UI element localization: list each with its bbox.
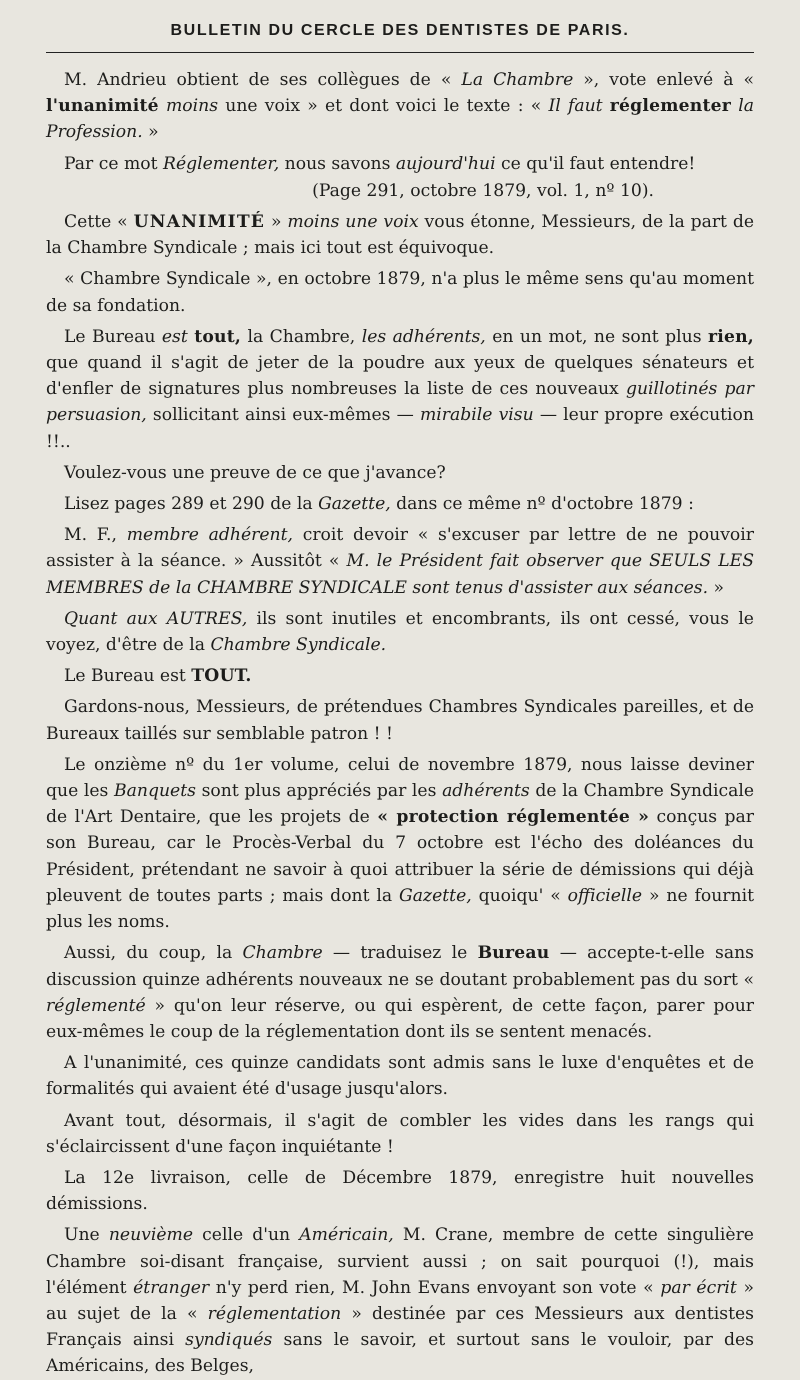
- text: Gazette,: [399, 885, 472, 906]
- text: Il faut: [548, 96, 603, 117]
- paragraph-13: [46, 940, 754, 1045]
- text: M. F.,: [64, 525, 127, 546]
- paragraph-12: [46, 752, 754, 935]
- text: La Chambre: [461, 70, 574, 90]
- text: »: [708, 577, 725, 598]
- text: Le onzième nº du 1er volume, celui de novembre 1879, nous laisse deviner que les: [46, 754, 754, 802]
- text: l'unanimité: [46, 96, 159, 117]
- text: Une: [64, 1225, 109, 1246]
- text: sont plus appréciés par les: [195, 781, 443, 802]
- text: guillotinés par persuasion,: [46, 379, 754, 426]
- paragraph-9: [46, 606, 754, 658]
- text: Le Bureau: [64, 326, 162, 347]
- text: Américain,: [299, 1225, 394, 1246]
- text: — accepte-t-elle sans discussion quinze adhérents nouveaux ne se doutant probablement pas du sort «: [46, 943, 754, 990]
- paragraph-5: [46, 324, 754, 455]
- paragraph-17: [46, 1222, 754, 1379]
- page-reference: (Page 291, octobre 1879, vol. 1, nº 10).: [312, 180, 654, 201]
- text: »: [142, 122, 159, 143]
- text: croit devoir « s'excuser par lettre de ne pouvoir assister à la séance. » Aussitôt «: [46, 525, 754, 572]
- text: conçus par son Bureau, car le Procès-Verbal du 7 octobre est l'écho des doléances du Président, prétendant ne savoir à quoi attribuer la série de démissions qui déjà pleuvent de toutes parts ; mais dont la: [46, 807, 754, 906]
- text: en un mot, ne sont plus: [485, 326, 708, 347]
- paragraph-16: La 12e livraison, celle de Décembre 1879, enregistre huit nouvelles démissions.: [46, 1167, 754, 1215]
- text: vous étonne, Messieurs, de la part de la Chambre Syndicale ; mais ici tout est équivoque.: [46, 212, 754, 259]
- text: Cette «: [64, 212, 134, 233]
- text: Bureau: [477, 943, 550, 964]
- text: Réglementer,: [163, 153, 280, 174]
- text: Lisez pages 289 et 290 de la: [64, 494, 319, 515]
- text: — leur propre exécution !!..: [46, 405, 754, 452]
- text: Banquets: [114, 781, 196, 802]
- text: rien,: [707, 326, 754, 347]
- paragraph-1: [46, 67, 754, 146]
- text: réglementer: [609, 96, 732, 117]
- paragraph-15: Avant tout, désormais, il s'agit de combler les vides dans les rangs qui s'éclaircissent d'une façon inquiétante !: [46, 1110, 754, 1157]
- text: syndiqués: [185, 1330, 273, 1351]
- text: sans le savoir, et surtout sans le vouloir, par des Américains, des Belges,: [46, 1330, 754, 1377]
- text: Quant aux AUTRES,: [64, 608, 248, 629]
- text: de la Chambre Syndicale de l'Art Dentaire, que les projets de: [46, 781, 754, 828]
- text: officielle: [567, 885, 643, 906]
- text: » ne fournit plus les noms.: [46, 885, 754, 933]
- text: celle d'un: [193, 1225, 300, 1246]
- article-body: [46, 67, 754, 1380]
- text: mirabile visu: [419, 405, 534, 426]
- paragraph-8: [46, 522, 754, 601]
- paragraph-14: A l'unanimité, ces quinze candidats sont admis sans le luxe d'enquêtes et de formalités qui avaient été d'usage jusqu'alors.: [46, 1053, 754, 1100]
- text: quoiqu' «: [471, 885, 568, 906]
- text: Chambre Syndicale.: [210, 635, 387, 656]
- paragraph-4: « Chambre Syndicale », en octobre 1879, n'a plus le même sens qu'au moment de sa fondation.: [46, 269, 754, 316]
- text: membre adhérent,: [126, 525, 293, 546]
- text: », vote enlevé à «: [573, 70, 754, 90]
- text: aujourd'hui: [395, 153, 496, 174]
- text: M. Andrieu obtient de ses collègues de «: [64, 70, 462, 90]
- text: réglementé: [46, 995, 146, 1016]
- text: Chambre: [242, 943, 323, 964]
- text: Le Bureau est: [64, 666, 192, 687]
- text: étranger: [133, 1277, 210, 1298]
- text: Aussi, du coup, la: [64, 943, 243, 964]
- paragraph-6: Voulez-vous une preuve de ce que j'avance?: [64, 462, 446, 483]
- header-rule: [46, 52, 754, 53]
- paragraph-10: [46, 663, 754, 689]
- text: nous savons: [279, 153, 396, 174]
- text: réglementation: [207, 1303, 342, 1324]
- text: ils sont inutiles et encombrants, ils ont cessé, vous le voyez, d'être de la: [46, 608, 754, 656]
- text: M. le Président fait observer que SEULS LES MEMBRES de la CHAMBRE SYNDICALE sont tenus d'assister aux séances.: [46, 551, 754, 598]
- text: » destinée par ces Messieurs aux dentistes Français ainsi: [46, 1303, 754, 1351]
- text: TOUT.: [191, 666, 252, 687]
- paragraph-11: Gardons-nous, Messieurs, de prétendues Chambres Syndicales pareilles, et de Bureaux taillés sur semblable patron ! !: [46, 697, 754, 744]
- text: M. Crane, membre de cette singulière Chambre soi-disant française, survient aussi ; on sait pourquoi (!), mais l'élément: [46, 1225, 754, 1298]
- text: UNANIMITÉ: [133, 212, 266, 233]
- text: neuvième: [108, 1225, 194, 1246]
- text: — traduisez le: [322, 943, 478, 964]
- text: par écrit: [660, 1277, 737, 1298]
- text: moins: [165, 96, 219, 117]
- text: les adhérents,: [361, 326, 486, 347]
- text: n'y perd rien, M. John Evans envoyant son vote «: [209, 1277, 661, 1298]
- text: tout,: [194, 326, 242, 347]
- text: la Chambre,: [241, 326, 362, 347]
- text: sollicitant ainsi eux-mêmes —: [146, 405, 420, 426]
- text: la Profession.: [46, 96, 754, 143]
- text: dans ce même nº d'octobre 1879 :: [390, 494, 694, 515]
- text: moins une voix: [287, 212, 419, 233]
- text: Par ce mot: [64, 153, 163, 174]
- paragraph-3: [46, 209, 754, 261]
- text: ce qu'il faut entendre!: [495, 153, 696, 174]
- text: »: [265, 212, 288, 233]
- paragraph-7: [46, 491, 754, 517]
- text: une voix » et dont voici le texte : «: [218, 96, 549, 117]
- text: » au sujet de la «: [46, 1277, 754, 1324]
- text: Gazette,: [318, 494, 391, 515]
- text: que quand il s'agit de jeter de la poudre aux yeux de quelques sénateurs et d'enfler de signatures plus nombreuses la liste de ces nouveaux: [46, 353, 754, 400]
- text: adhérents: [442, 781, 530, 802]
- text: » qu'on leur réserve, ou qui espèrent, de cette façon, parer pour eux-mêmes le coup de la réglementation dont ils se sentent menacés.: [46, 995, 754, 1042]
- text: est: [161, 326, 188, 347]
- text: « protection réglementée »: [377, 807, 650, 828]
- paragraph-2: [46, 151, 754, 177]
- running-title: BULLETIN DU CERCLE DES DENTISTES DE PARIS.: [170, 22, 630, 39]
